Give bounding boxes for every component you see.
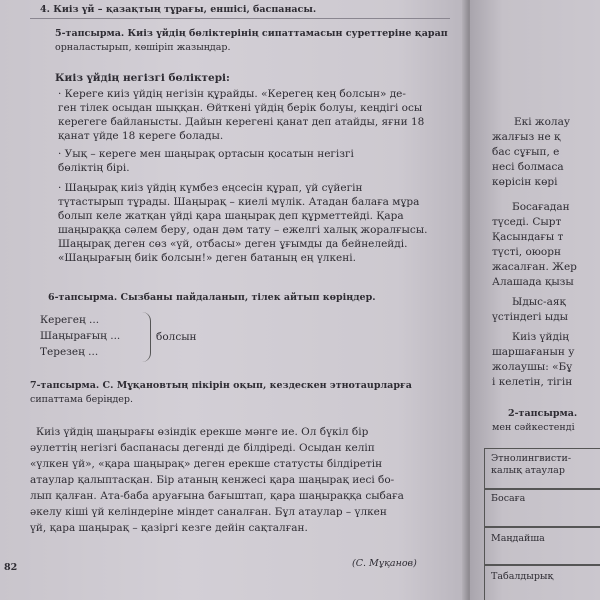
diagram-brace — [142, 312, 151, 362]
task6: 6-тапсырма. Сызбаны пайдаланып, тілек айтып көріңдер. — [48, 292, 376, 303]
quote-line-2: әулеттің негізгі баспанасы дегенді де білдіреді. Осыдан келіп — [30, 442, 375, 454]
right-line-11: Алашада қызы — [492, 276, 574, 288]
shanyrak-line-1: · Шаңырақ киіз үйдің күмбез еңсесін құрап, үй сүйегін — [58, 182, 363, 194]
quote-line-4: атаулар қалыптасқан. Бір атаның кенжесі қара шаңырақ иесі бо- — [30, 474, 395, 486]
right-line-4: несі болмаса — [492, 161, 564, 173]
right-line-12: Ыдыс-аяқ — [512, 296, 566, 308]
right-line-10: жасалған. Жер — [492, 261, 577, 273]
right-line-13: үстіндегі ыды — [492, 311, 569, 323]
table-row-label: Босаға — [491, 493, 526, 504]
task7-line-2: сипаттама беріңдер. — [30, 394, 134, 405]
table-row — [484, 564, 600, 600]
right-task2-line-1: 2-тапсырма. — [508, 408, 578, 419]
diagram-item-3: Терезең ... — [40, 346, 99, 358]
table-row-label: Табалдырық — [491, 571, 554, 582]
shanyrak-line-3: болып келе жатқан үйді қара шаңырақ деп құрметтейді. Қара — [58, 210, 404, 222]
uyk-line-2: бөліктің бірі. — [58, 162, 130, 174]
shanyrak-line-4: шаңыраққа сәлем беру, одан дәм тату – ежелгі халық жоралғысы. — [58, 224, 428, 236]
kerege-line-2: ген тілек осыдан шыққан. Өйткені үйдің берік болуы, кеңдігі осы — [58, 102, 423, 114]
right-task2-line-2: мен сәйкестенді — [492, 422, 575, 433]
diagram-item-1: Керегең ... — [40, 314, 100, 326]
table-header-cell — [484, 448, 600, 490]
task5-line-1: 5-тапсырма. Киіз үйдің бөліктерінің сипаттамасын суреттеріне қарап — [55, 28, 448, 39]
right-line-5: көрісін көрі — [492, 176, 558, 188]
diagram-result: болсын — [156, 331, 197, 343]
page-number: 82 — [4, 562, 18, 573]
right-line-6: Босағадан — [512, 201, 570, 213]
section-header: 4. Киіз үй – қазақтың тұрағы, еншісі, баспанасы. — [40, 4, 317, 15]
table-header-label: Этнолингвисти-калық атаулар — [491, 453, 572, 476]
kerege-line-1: · Кереге киіз үйдің негізін құрайды. «Керегең кең болсын» де- — [58, 88, 406, 100]
table-row — [484, 526, 600, 566]
shanyrak-line-5: Шаңырақ деген сөз «үй, отбасы» деген ұғымды да бейнелейді. — [58, 238, 408, 250]
table-row-label: Маңдайша — [491, 533, 545, 544]
shanyrak-line-6: «Шаңырағың биік болсын!» деген батаның ең үлкені. — [58, 252, 356, 264]
table-row — [484, 488, 600, 528]
quote-line-5: лып қалған. Ата-баба аруағына бағыштап, қара шаңыраққа сыбаға — [30, 490, 404, 502]
quote-line-1: Киіз үйдің шаңырағы өзіндік ерекше мәнге ие. Ол бүкіл бір — [36, 426, 369, 438]
header-rule — [30, 18, 450, 19]
section-title: Киіз үйдің негізгі бөліктері: — [55, 72, 230, 84]
right-line-7: түседі. Сырт — [492, 216, 562, 228]
shanyrak-line-2: түтастырып тұрады. Шаңырақ – киелі мүлік. Атадан балаға мұра — [58, 196, 420, 208]
kerege-line-4: қанат үйде 18 кереге болады. — [58, 130, 224, 142]
right-line-15: шаршағанын у — [492, 346, 575, 358]
quote-line-3: «үлкен үй», «қара шаңырақ» деген ерекше статусты білдіретін — [30, 458, 383, 470]
right-line-16: жолаушы: «Бұ — [492, 361, 573, 373]
right-line-1: Екі жолау — [514, 116, 571, 128]
diagram-item-2: Шаңырағың ... — [40, 330, 121, 342]
right-line-2: жалғыз не қ — [492, 131, 561, 143]
kerege-line-3: керегеге байланысты. Дайын керегені қанат деп атайды, яғни 18 — [58, 116, 425, 128]
task7-line-1: 7-тапсырма. С. Мұқановтың пікірін оқып, кездескен этнотаupларға — [30, 380, 412, 391]
quote-line-7: үй, қара шаңырақ – қазіргі кезге дейін сақталған. — [30, 522, 308, 534]
right-line-14: Киіз үйдің — [512, 331, 570, 343]
quote-line-6: әкелу кіші үй келіндеріне міндет саналған. Бұл атаулар – үлкен — [30, 506, 387, 518]
task5-line-2: орналастырып, көшіріп жазыңдар. — [55, 42, 231, 53]
uyk-line-1: · Уық – кереге мен шаңырақ ортасын қосатын негізгі — [58, 148, 354, 160]
right-line-17: і келетін, тігін — [492, 376, 573, 388]
right-line-9: түсті, оюорн — [492, 246, 561, 258]
right-line-3: бас сұғып, е — [492, 146, 560, 158]
right-page — [470, 0, 600, 600]
quote-author: (С. Мұқанов) — [352, 558, 417, 569]
right-line-8: Қасындағы т — [492, 231, 564, 243]
